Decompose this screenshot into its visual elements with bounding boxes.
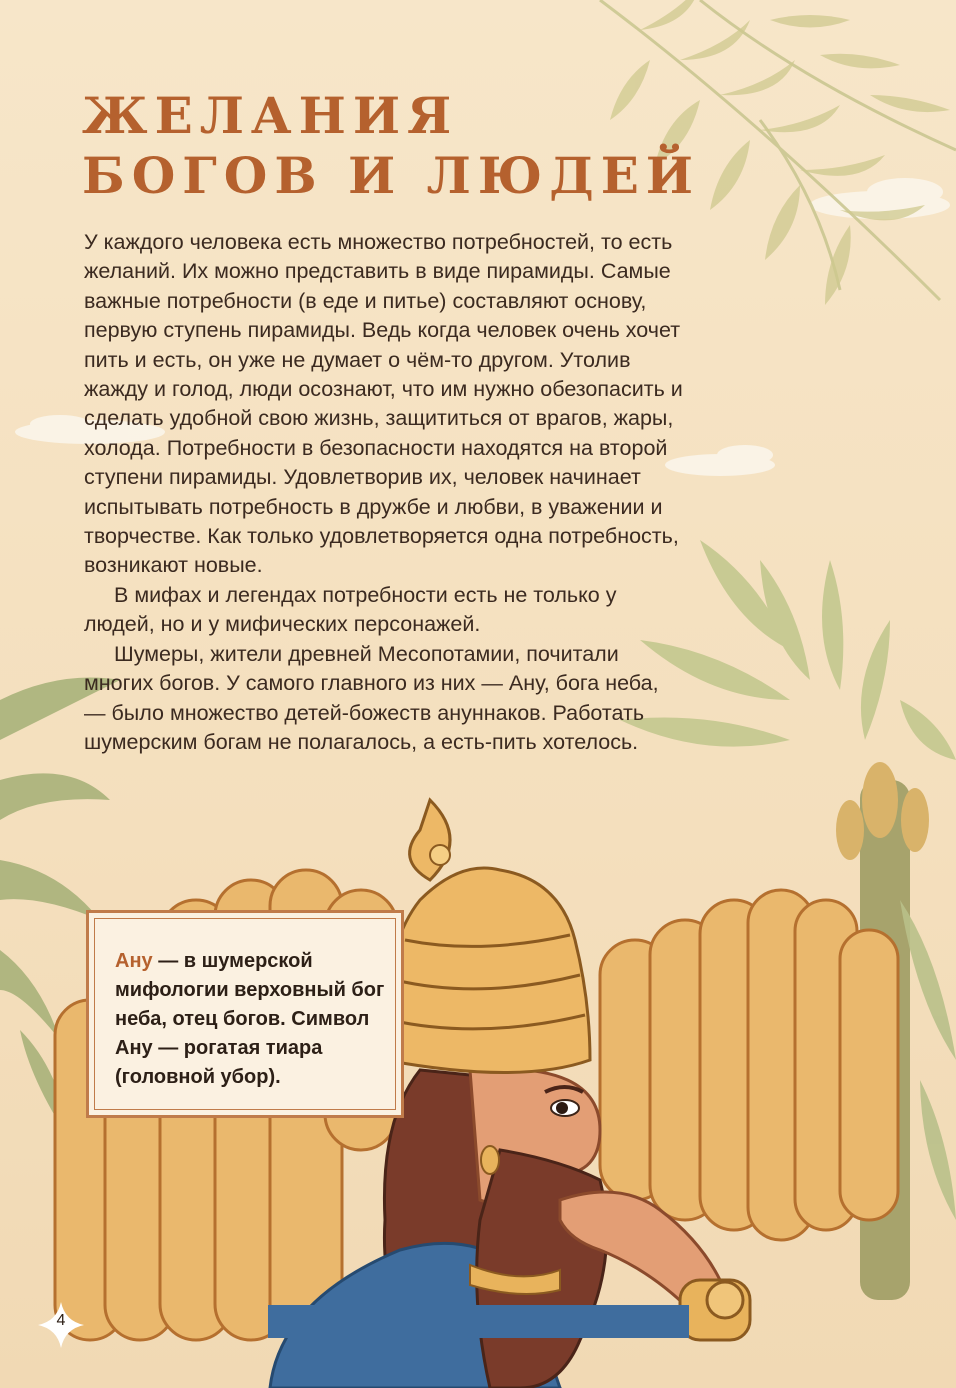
blue-bar [268, 1305, 689, 1338]
definition-body: — в шумерской мифологии верховный бог неба, отец богов. Символ Ану — рогатая тиара (головной убор). [115, 950, 385, 1088]
paragraph-1: У каждого человека есть множество потребностей, то есть желаний. Их можно представить в виде пирамиды. Самые важные потребности (в еде и питье) составляют основу, первую ступень пирамиды. Ведь когда человек очень хочет пить и есть, он уже не думает о чём-то другом. Утолив жажду и голод, люди осознают, что им нужно обезопасить и сделать удобной свою жизнь, защититься от врагов, жары, холода. Потребности в безопасности находятся на второй ступени пирамиды. Удовлетворив их, человек начинает испытывать потребность в дружбе и любви, в уважении и творчестве. Как только удовлетворяется одна потребность, возникают новые. [84, 230, 683, 578]
body-text [84, 228, 684, 757]
title-line-1: ЖЕЛАНИЯ [82, 86, 459, 145]
page-title [82, 86, 700, 206]
paragraph-2: В мифах и легендах потребности есть не только у людей, но и у мифических персонажей. [84, 582, 617, 637]
definition-term: Ану [115, 950, 153, 972]
definition-text [115, 947, 405, 1092]
page-number: 4 [56, 1312, 66, 1329]
definition-box [86, 910, 404, 1118]
paragraph-3: Шумеры, жители древней Месопотамии, почитали многих богов. У самого главного из них — Ану, бога неба, — было множество детей-божеств ануннаков. Работать шумерским богам не полагалось, а есть-пить хотелось. [84, 641, 659, 754]
title-line-2: БОГОВ И ЛЮДЕЙ [82, 146, 701, 205]
